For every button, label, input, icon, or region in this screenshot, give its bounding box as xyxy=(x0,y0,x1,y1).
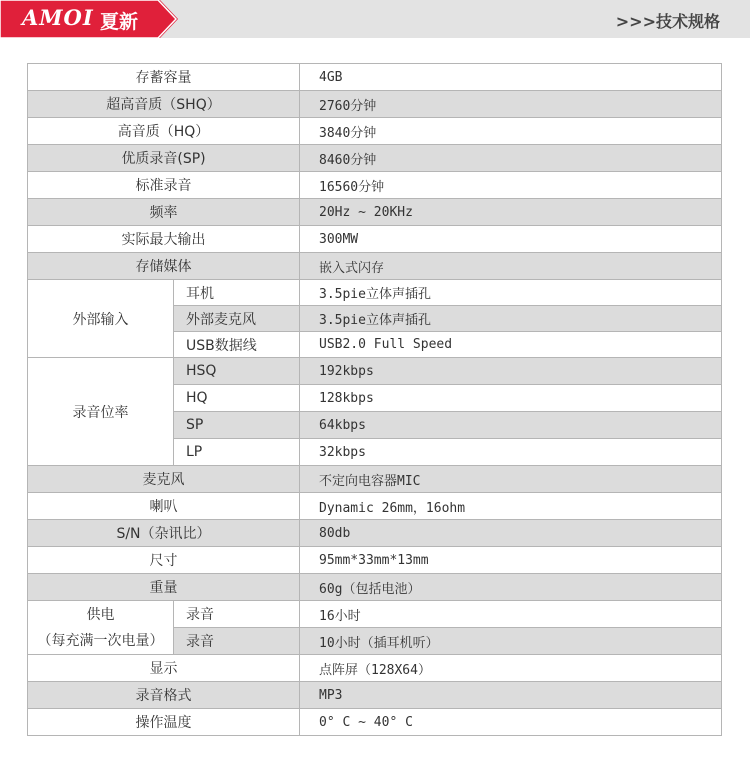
spec-value: 300MW xyxy=(300,226,722,253)
spec-label: 显示 xyxy=(28,655,300,682)
spec-sublabel: 外部麦克风 xyxy=(174,306,300,332)
power-label-line2: （每充满一次电量） xyxy=(37,632,164,649)
spec-value: 嵌入式闪存 xyxy=(300,253,722,280)
power-label-line1: 供电 xyxy=(86,606,115,623)
table-row xyxy=(28,709,722,736)
spec-label: 录音格式 xyxy=(28,682,300,709)
spec-value: 2760分钟 xyxy=(300,91,722,118)
table-row xyxy=(28,145,722,172)
spec-value: 80db xyxy=(300,520,722,547)
spec-label: 喇叭 xyxy=(28,493,300,520)
spec-label: 高音质（HQ） xyxy=(28,118,300,145)
spec-sublabel: USB数据线 xyxy=(174,332,300,358)
spec-value: Dynamic 26mm，16ohm xyxy=(300,493,722,520)
spec-label: 标准录音 xyxy=(28,172,300,199)
spec-value: 32kbps xyxy=(300,439,722,466)
table-row xyxy=(28,574,722,601)
spec-label: 频率 xyxy=(28,199,300,226)
section-title: >>>技术规格 xyxy=(615,12,720,31)
spec-table xyxy=(27,63,722,736)
spec-value: 8460分钟 xyxy=(300,145,722,172)
table-row xyxy=(28,682,722,709)
spec-value: 128kbps xyxy=(300,385,722,412)
spec-value: MP3 xyxy=(300,682,722,709)
spec-value: 10小时（插耳机听） xyxy=(300,628,722,655)
table-row xyxy=(28,91,722,118)
spec-label: 存储媒体 xyxy=(28,253,300,280)
spec-label: 麦克风 xyxy=(28,466,300,493)
spec-value: 192kbps xyxy=(300,358,722,385)
spec-value: 16小时 xyxy=(300,601,722,628)
spec-value: 点阵屏（128X64） xyxy=(300,655,722,682)
table-row xyxy=(28,253,722,280)
table-row xyxy=(28,547,722,574)
table-row xyxy=(28,655,722,682)
table-row xyxy=(28,601,722,628)
spec-value: 0° C ~ 40° C xyxy=(300,709,722,736)
group-label-power xyxy=(28,601,174,655)
spec-value: 3840分钟 xyxy=(300,118,722,145)
spec-value: 3.5pie立体声插孔 xyxy=(300,306,722,332)
table-row xyxy=(28,466,722,493)
spec-label: 优质录音(SP) xyxy=(28,145,300,172)
spec-value: 16560分钟 xyxy=(300,172,722,199)
spec-value: USB2.0 Full Speed xyxy=(300,332,722,358)
spec-value: 不定向电容器MIC xyxy=(300,466,722,493)
table-row xyxy=(28,199,722,226)
brand-logo[interactable]: AMOI xyxy=(22,5,94,30)
header-bar xyxy=(0,0,750,38)
spec-value: 20Hz ~ 20KHz xyxy=(300,199,722,226)
spec-sublabel: 录音 xyxy=(174,601,300,628)
table-row xyxy=(28,493,722,520)
spec-label: 操作温度 xyxy=(28,709,300,736)
table-row xyxy=(28,172,722,199)
spec-label: 尺寸 xyxy=(28,547,300,574)
table-row xyxy=(28,358,722,385)
spec-value: 60g（包括电池） xyxy=(300,574,722,601)
spec-sublabel: LP xyxy=(174,439,300,466)
spec-sublabel: SP xyxy=(174,412,300,439)
spec-label: 实际最大输出 xyxy=(28,226,300,253)
spec-label: 存蓄容量 xyxy=(28,64,300,91)
spec-label: 超高音质（SHQ） xyxy=(28,91,300,118)
brand-name: 夏新 xyxy=(100,11,139,33)
spec-sublabel: 耳机 xyxy=(174,280,300,306)
spec-sublabel: HQ xyxy=(174,385,300,412)
brand-banner xyxy=(0,0,178,38)
table-row xyxy=(28,280,722,306)
spec-label: 重量 xyxy=(28,574,300,601)
table-row xyxy=(28,64,722,91)
spec-value: 64kbps xyxy=(300,412,722,439)
table-row xyxy=(28,520,722,547)
table-row xyxy=(28,118,722,145)
spec-value: 95mm*33mm*13mm xyxy=(300,547,722,574)
spec-label: S/N（杂讯比） xyxy=(28,520,300,547)
table-row xyxy=(28,226,722,253)
spec-value: 4GB xyxy=(300,64,722,91)
spec-value: 3.5pie立体声插孔 xyxy=(300,280,722,306)
group-label-ext-input: 外部输入 xyxy=(28,280,174,358)
spec-sublabel: HSQ xyxy=(174,358,300,385)
spec-sublabel: 录音 xyxy=(174,628,300,655)
group-label-bitrate: 录音位率 xyxy=(28,358,174,466)
